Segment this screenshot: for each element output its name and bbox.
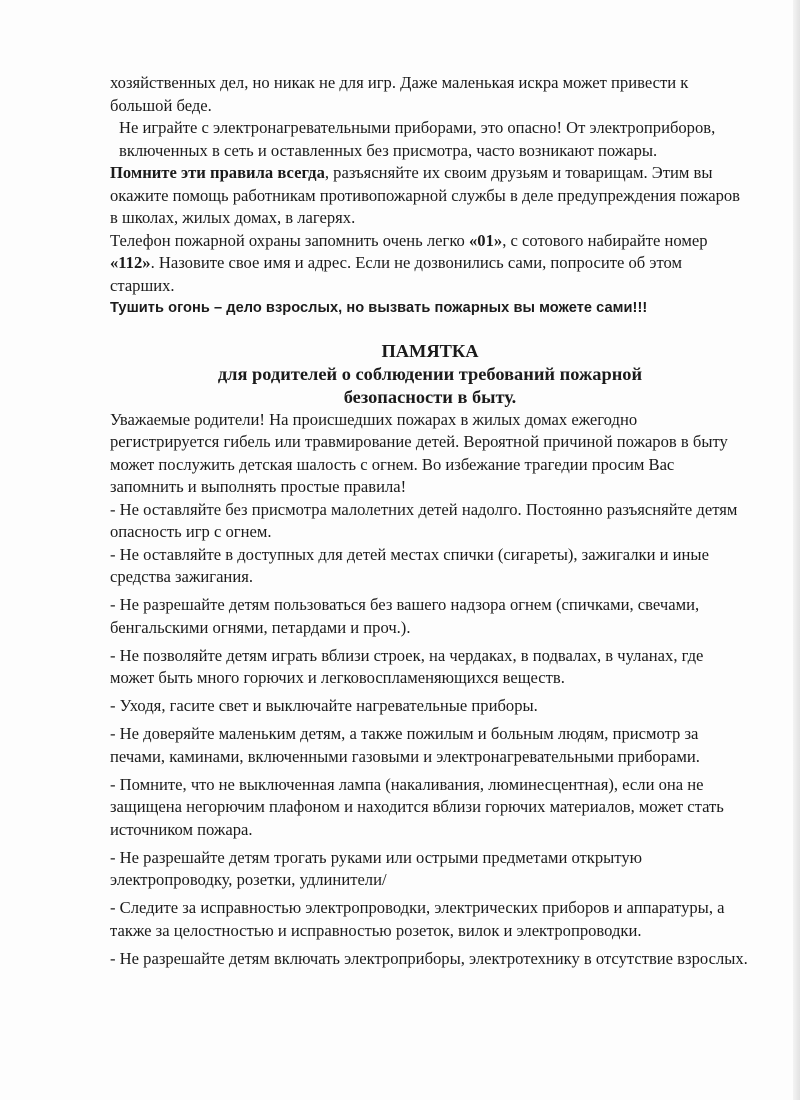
memo-rule: - Не оставляйте без присмотра малолетних детей надолго. Постоянно разъясняйте детям опасность игр с огнем.	[110, 499, 738, 541]
memo-title: ПАМЯТКА	[381, 340, 479, 361]
memo-rule: - Следите за исправностью электропроводки, электрических приборов и аппаратуры, а также за целостностью и исправностью розеток, вилок и электропроводки.	[110, 898, 725, 940]
paragraph-fire-phone	[110, 230, 750, 298]
memo-rule: - Не разрешайте детям включать электроприборы, электротехнику в отсутствие взрослых.	[110, 948, 748, 968]
phone-text-c: . Назовите свое имя и адрес. Если не дозвонились сами, попросите об этом старших.	[110, 253, 683, 295]
memo-subtitle-line2: безопасности в быту.	[343, 386, 517, 407]
paragraph-continuation: хозяйственных дел, но никак не для игр. Даже маленькая искра может привести к большой беде.	[110, 73, 689, 115]
paragraph-electric-heaters: Не играйте с электронагревательными приборами, это опасно! От электроприборов, включенных в сеть и оставленных без присмотра, часто возникают пожары.	[119, 118, 716, 160]
paragraph-call-firefighters: Тушить огонь – дело взрослых, но вызвать пожарных вы можете сами!!!	[110, 300, 648, 316]
memo-rule: - Помните, что не выключенная лампа (накаливания, люминесцентная), если она не защищена негорючим плафоном и находится вблизи горючих материалов, может стать источником пожара.	[110, 774, 724, 839]
memo-rule: - Не разрешайте детям трогать руками или острыми предметами открытую электропроводку, розетки, удлинители/	[110, 847, 643, 889]
memo-rule: - Уходя, гасите свет и выключайте нагревательные приборы.	[110, 696, 538, 715]
phone-number-01: «01»	[469, 230, 503, 250]
memo-rule: - Не доверяйте маленьким детям, а также пожилым и больным людям, присмотр за печами, каминами, включенными газовыми и электронагревательными приборами.	[110, 724, 700, 766]
scan-edge-shadow	[793, 0, 800, 1100]
memo-rule: - Не разрешайте детям пользоваться без вашего надзора огнем (спичками, свечами, бенгальскими огнями, петардами и проч.).	[110, 595, 700, 637]
remember-rules-bold: Помните эти правила всегда	[110, 163, 325, 182]
paragraph-remember-rules	[110, 162, 750, 230]
phone-text-a: Телефон пожарной охраны запомнить очень легко	[110, 230, 469, 250]
phone-text-b: , с сотового набирайте номер	[502, 230, 708, 250]
memo-intro: Уважаемые родители! На происшедших пожарах в жилых домах ежегодно регистрируется гибель или травмирование детей. Вероятной причиной пожаров в быту может послужить детская шалость с огнем. Во избежание трагедии просим Вас запомнить и выполнять простые правила!	[110, 409, 728, 496]
phone-number-112: «112»	[110, 253, 151, 272]
memo-subtitle-line1: для родителей о соблюдении требований пожарной	[217, 363, 643, 384]
memo-rule: - Не позволяйте детям играть вблизи строек, на чердаках, в подвалах, в чуланах, где может быть много горючих и легковоспламеняющихся веществ.	[110, 645, 704, 687]
memo-rule: - Не оставляйте в доступных для детей местах спички (сигареты), зажигалки и иные средства зажигания.	[110, 544, 709, 586]
remember-rules-text: , разъясняйте их своим друзьям и товарищам. Этим вы окажите помощь работникам противопожарной службы в деле предупреждения пожаров в школах, жилых домах, в лагерях.	[110, 163, 740, 227]
document-body	[110, 72, 750, 970]
